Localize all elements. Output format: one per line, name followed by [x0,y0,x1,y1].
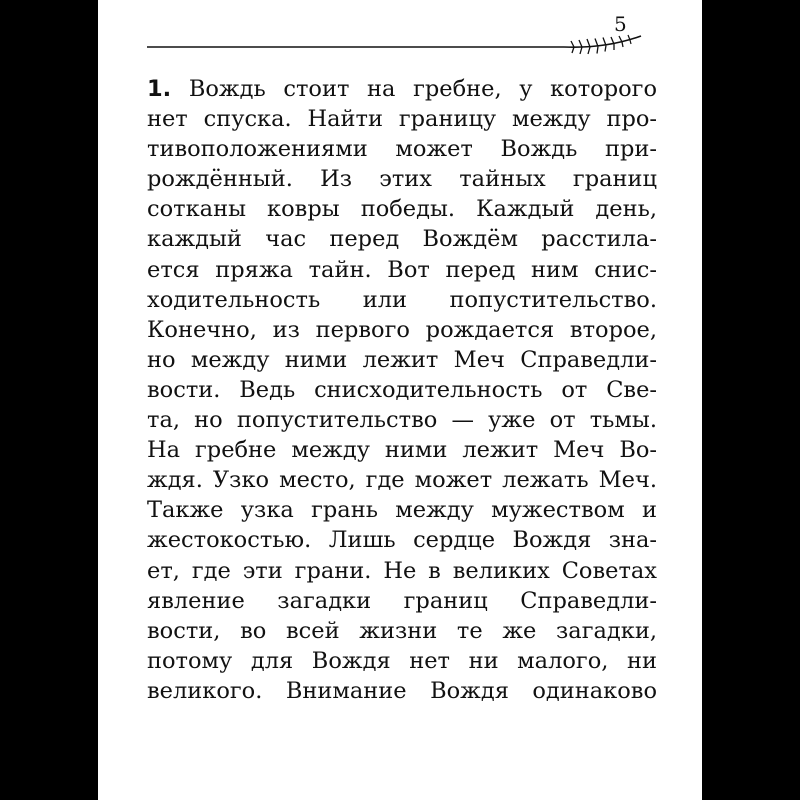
text-line-5: сотканы ковры победы. Каждый день, [147,196,657,223]
text-line-1: 1. Вождь стоит на гребне, у которого [147,76,657,102]
text-line-19: вости, во всей жизни те же загадки, [147,617,657,644]
left-black-margin [0,0,98,800]
text-line-13: На гребне между ними лежит Меч Во- [147,437,657,464]
fern-branch-icon [564,35,641,54]
text-line-15: Также узка грань между мужеством и [147,497,657,524]
text-line-11: вости. Ведь снисходительность от Све- [147,376,657,403]
text-line-9: Конечно, из первого рождается второе, [147,316,657,343]
text-line-17: ет, где эти грани. Не в великих Советах [147,557,657,584]
paragraph-number: 1. [147,76,172,102]
book-page [98,0,702,800]
text-line-2: нет спуска. Найти границу между про- [147,106,657,133]
text-line-14: ждя. Узко место, где может лежать Меч. [147,467,657,494]
text-line-10: но между ними лежит Меч Справедли- [147,346,657,373]
paragraph-1 [147,74,657,706]
text-line-8: ходительность или попустительство. [147,286,657,313]
text-line-18: явление загадки границ Справедли- [147,587,657,614]
text-line-16: жестокостью. Лишь сердце Вождя зна- [147,527,657,554]
right-black-margin [702,0,800,800]
text-line-4: рождённый. Из этих тайных границ [147,166,657,193]
text-line-7: ется пряжа тайн. Вот перед ним снис- [147,256,657,283]
text-line-3: тивоположениями может Вождь при- [147,136,657,163]
text-line-12: та, но попустительство — уже от тьмы. [147,407,657,434]
text-line-6: каждый час перед Вождём расстила- [147,226,657,253]
text-line-20: потому для Вождя нет ни малого, ни [147,647,657,674]
text-line-21: великого. Внимание Вождя одинаково [147,677,657,704]
page-number: 5 [614,12,627,36]
header-rule [98,28,658,58]
